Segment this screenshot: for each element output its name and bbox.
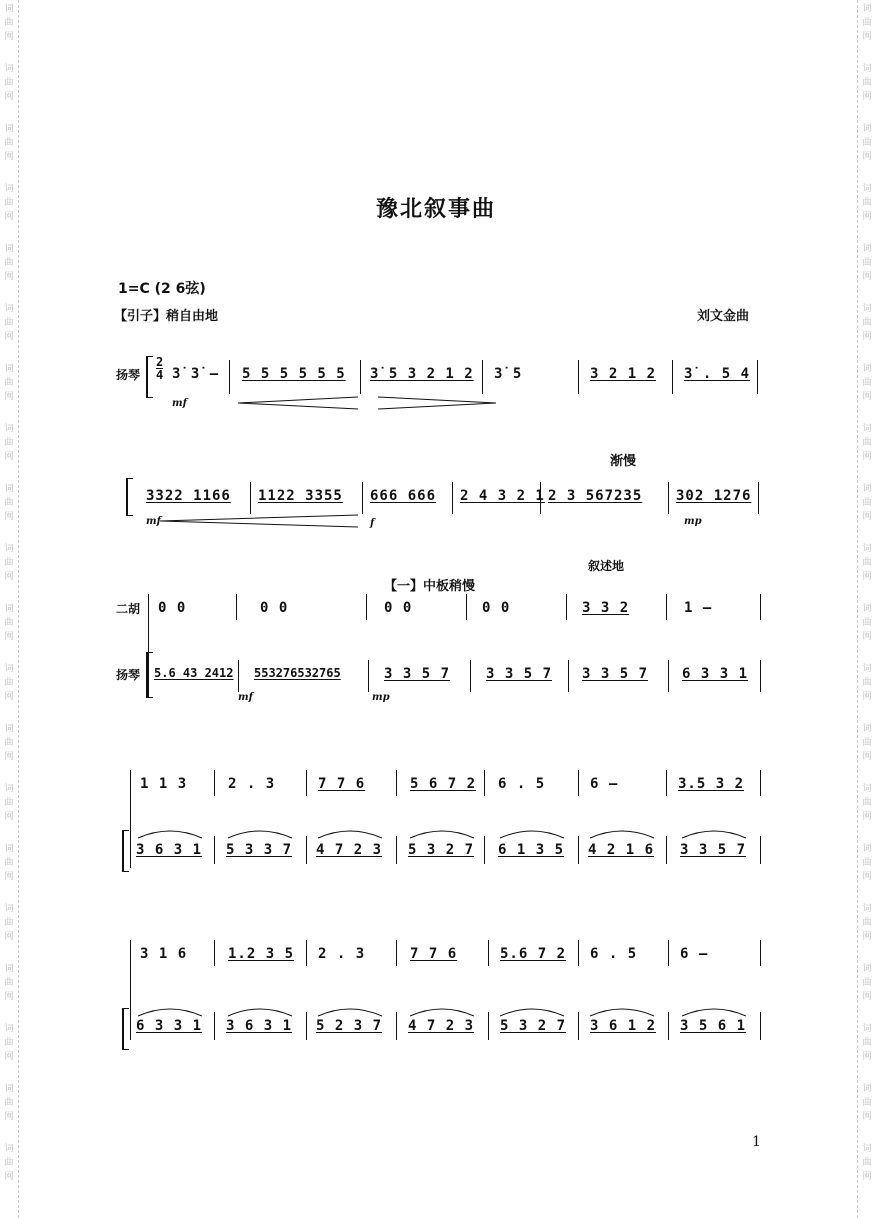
watermark-text: 词 曲 网	[4, 964, 14, 1002]
measure: 3̇ 5 3 2 1 2	[370, 366, 474, 382]
measure: 3 6 3 1	[226, 1018, 293, 1034]
measure: 3 6 3 1	[136, 842, 203, 858]
watermark-text: 词 曲 网	[4, 904, 14, 942]
watermark-text: 词 曲 网	[862, 904, 872, 942]
watermark-text: 词 曲 网	[862, 304, 872, 342]
tempo-xushu: 叙述地	[588, 559, 625, 573]
measure: 6 1 3 5	[498, 842, 565, 858]
measure: 7 7 6	[318, 776, 366, 792]
measure: 0 0	[482, 600, 511, 616]
barline	[368, 660, 369, 692]
watermark-text: 词 曲 网	[862, 604, 872, 642]
measure: 1 1 3	[140, 776, 188, 792]
measure: 3 3 5 7	[582, 666, 649, 682]
measure: 3 1 6	[140, 946, 188, 962]
watermark-text: 词 曲 网	[862, 964, 872, 1002]
barline	[760, 594, 761, 620]
intro-marking: 【引子】稍自由地	[114, 309, 219, 324]
measure: 5 6 7 2	[410, 776, 477, 792]
watermark-text: 词 曲 网	[4, 4, 14, 42]
barline	[236, 594, 237, 620]
crescendo-hairpin	[160, 514, 360, 528]
watermark-text: 词 曲 网	[4, 304, 14, 342]
measure: 3 3 5 7	[486, 666, 553, 682]
watermark-text: 词 曲 网	[862, 664, 872, 702]
barline	[668, 482, 669, 514]
measure: 5 3 3 7	[226, 842, 293, 858]
measure: 3̇ . 5 4	[684, 366, 751, 382]
barline	[578, 770, 579, 796]
barline	[666, 594, 667, 620]
barline	[758, 482, 759, 514]
instrument-label-erhu: 二胡	[116, 602, 141, 616]
watermark-text: 词 曲 网	[862, 244, 872, 282]
watermark-text: 词 曲 网	[862, 1024, 872, 1062]
barline	[568, 660, 569, 692]
barline	[668, 660, 669, 692]
measure: 6 3 3 1	[682, 666, 749, 682]
watermark-text: 词 曲 网	[4, 1084, 14, 1122]
watermark-text: 词 曲 网	[862, 544, 872, 582]
measure: 2 . 3	[228, 776, 276, 792]
measure: 3 3 5 7	[680, 842, 747, 858]
measure: 553276532765	[254, 666, 341, 680]
measure: 2 4 3 2 1	[460, 488, 545, 504]
slur-decorations	[130, 820, 770, 1050]
measure: 6 –	[680, 946, 709, 962]
dynamic-mf: mf	[146, 516, 161, 527]
watermark-text: 词 曲 网	[4, 1024, 14, 1062]
watermark-text: 词 曲 网	[4, 424, 14, 462]
watermark-text: 词 曲 网	[4, 544, 14, 582]
watermark-text: 词 曲 网	[4, 124, 14, 162]
barline	[214, 770, 215, 796]
measure: 3̇ 5	[494, 366, 523, 382]
watermark-text: 词 曲 网	[862, 724, 872, 762]
barline	[396, 770, 397, 796]
section-one-marking: 【一】中板稍慢	[384, 579, 476, 594]
watermark-text: 词 曲 网	[862, 124, 872, 162]
barline	[452, 482, 453, 514]
measure: 3 3 2	[582, 600, 630, 616]
dynamic-mf: mf	[238, 692, 253, 703]
measure: 3 5 6 1	[680, 1018, 747, 1034]
time-signature: 2 4	[156, 355, 164, 382]
staff-brace	[146, 356, 153, 398]
watermark-text: 词 曲 网	[4, 364, 14, 402]
score-title: 豫北叙事曲	[376, 196, 497, 222]
measure: 5 2 3 7	[316, 1018, 383, 1034]
barline	[362, 482, 363, 514]
barline	[666, 770, 667, 796]
watermark-text: 词 曲 网	[4, 244, 14, 282]
barline	[360, 360, 361, 394]
barline	[470, 660, 471, 692]
watermark-text: 词 曲 网	[862, 844, 872, 882]
watermark-text: 词 曲 网	[862, 364, 872, 402]
barline	[578, 360, 579, 394]
barline	[566, 594, 567, 620]
staff-brace	[126, 478, 133, 516]
barline	[757, 360, 758, 394]
measure: 2 3 567235	[548, 488, 643, 504]
barline	[484, 770, 485, 796]
watermark-text: 词 曲 网	[862, 4, 872, 42]
barline	[760, 770, 761, 796]
measure: 4 7 2 3	[316, 842, 383, 858]
measure: 1 –	[684, 600, 713, 616]
instrument-label-yangqin: 扬琴	[116, 368, 141, 382]
measure: 4 7 2 3	[408, 1018, 475, 1034]
measure: 2 . 3	[318, 946, 366, 962]
barline	[760, 660, 761, 692]
dynamic-mp: mp	[684, 516, 702, 527]
measure: 1.2 3 5	[228, 946, 295, 962]
instrument-label-yangqin: 扬琴	[116, 668, 141, 682]
measure: 5.6 43 2412	[154, 666, 234, 680]
watermark-text: 词 曲 网	[4, 724, 14, 762]
staff-brace	[146, 652, 153, 698]
watermark-text: 词 曲 网	[4, 64, 14, 102]
measure: 6 –	[590, 776, 619, 792]
dynamic-mp: mp	[372, 692, 390, 703]
measure: 6 . 5	[590, 946, 638, 962]
measure: 3322 1166	[146, 488, 231, 504]
barline	[366, 594, 367, 620]
composer: 刘文金曲	[697, 309, 750, 324]
barline	[306, 770, 307, 796]
measure: 5.6 7 2	[500, 946, 567, 962]
measure: 1122 3355	[258, 488, 343, 504]
measure: 6 . 5	[498, 776, 546, 792]
dynamic-f: f	[370, 518, 375, 529]
measure: 5 3 2 7	[500, 1018, 567, 1034]
watermark-text: 词 曲 网	[4, 184, 14, 222]
measure: 3 3 5 7	[384, 666, 451, 682]
watermark-text: 词 曲 网	[862, 424, 872, 462]
dynamic-mf: mf	[172, 398, 187, 409]
barline	[250, 482, 251, 514]
watermark-text: 词 曲 网	[4, 604, 14, 642]
staff-brace	[122, 830, 129, 872]
measure: 0 0	[158, 600, 187, 616]
barline	[466, 594, 467, 620]
measure: 6 3 3 1	[136, 1018, 203, 1034]
watermark-text: 词 曲 网	[4, 664, 14, 702]
right-watermark-strip	[857, 0, 876, 1218]
watermark-text: 词 曲 网	[862, 484, 872, 522]
barline	[229, 360, 230, 394]
barline	[540, 482, 541, 514]
measure: 3 2 1 2	[590, 366, 657, 382]
measure: 3̇ 3̇ –	[172, 366, 220, 382]
key-signature: 1=C (2 6弦)	[118, 281, 206, 297]
watermark-text: 词 曲 网	[862, 184, 872, 222]
watermark-text: 词 曲 网	[4, 1144, 14, 1182]
barline	[672, 360, 673, 394]
measure: 0 0	[260, 600, 289, 616]
measure: 3 6 1 2	[590, 1018, 657, 1034]
watermark-text: 词 曲 网	[862, 64, 872, 102]
measure: 4 2 1 6	[588, 842, 655, 858]
measure: 3.5 3 2	[678, 776, 745, 792]
watermark-text: 词 曲 网	[4, 844, 14, 882]
staff-brace	[122, 1008, 129, 1050]
tempo-jianman: 渐慢	[610, 454, 637, 469]
measure: 302 1276	[676, 488, 752, 504]
crescendo-hairpin	[238, 396, 498, 410]
measure: 0 0	[384, 600, 413, 616]
watermark-text: 词 曲 网	[4, 784, 14, 822]
watermark-text: 词 曲 网	[862, 784, 872, 822]
watermark-text: 词 曲 网	[862, 1084, 872, 1122]
measure: 5 3 2 7	[408, 842, 475, 858]
left-watermark-strip	[0, 0, 19, 1218]
watermark-text: 词 曲 网	[862, 1144, 872, 1182]
barline	[238, 660, 239, 692]
measure: 5 5 5 5 5 5	[242, 366, 346, 382]
page-number: 1	[752, 1134, 761, 1150]
barline	[482, 360, 483, 394]
watermark-text: 词 曲 网	[4, 484, 14, 522]
measure: 666 666	[370, 488, 437, 504]
measure: 7 7 6	[410, 946, 458, 962]
